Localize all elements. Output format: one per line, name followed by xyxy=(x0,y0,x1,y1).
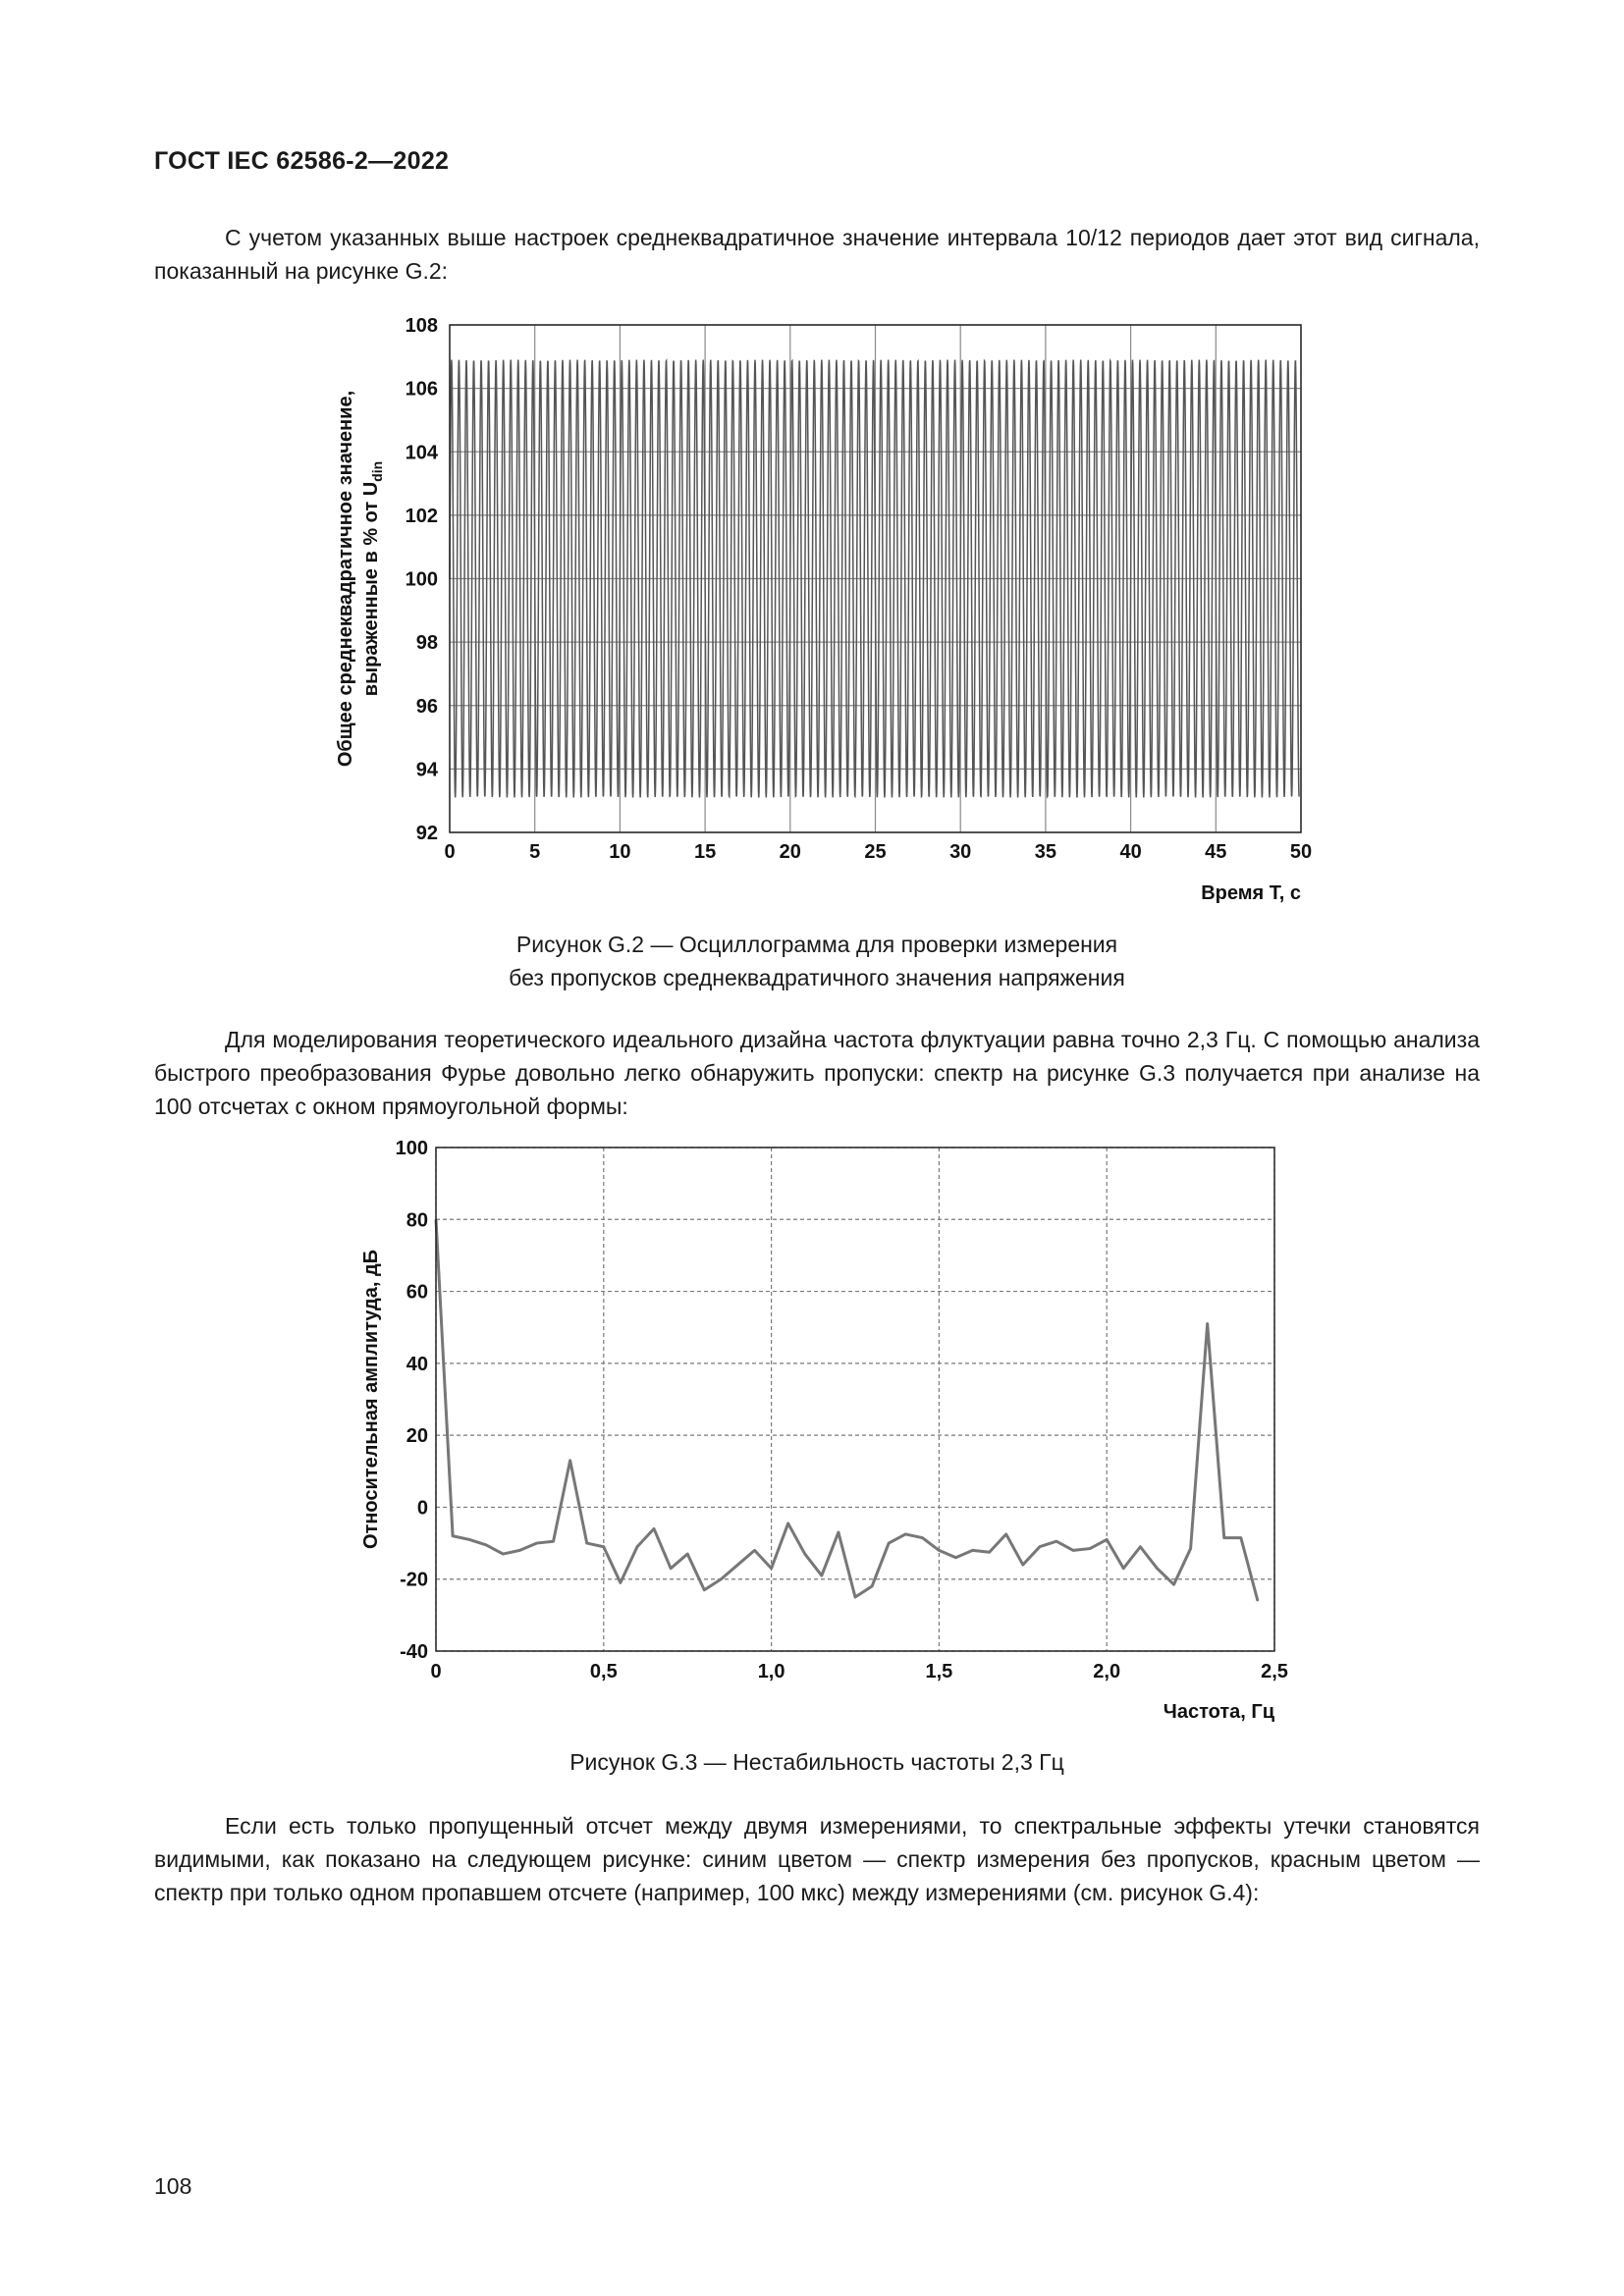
g2-xtick-label: 0 xyxy=(444,841,456,863)
g2-xtick-label: 50 xyxy=(1289,841,1313,863)
g2-ytick-label: 104 xyxy=(405,442,438,464)
g2-xtick-label: 20 xyxy=(779,841,801,863)
g2-ytick-label: 102 xyxy=(405,505,438,527)
g3-data-point xyxy=(939,1550,941,1552)
g3-data-point xyxy=(670,1568,672,1570)
g3-data-point xyxy=(686,1553,688,1555)
g2-ytick-label: 94 xyxy=(415,759,438,781)
g3-data-point xyxy=(754,1550,756,1552)
document-header: ГОСТ IEC 62586-2—2022 xyxy=(154,147,450,175)
g3-data-point xyxy=(603,1546,605,1548)
g2-xtick-label: 30 xyxy=(949,841,972,863)
g3-data-point xyxy=(1005,1533,1007,1535)
g3-data-point xyxy=(503,1553,505,1555)
g3-ytick-label: -40 xyxy=(400,1641,428,1663)
figure-g2-caption-line2: без пропусков среднеквадратичного значения напряжения xyxy=(509,965,1125,990)
g2-xtick-label: 40 xyxy=(1119,841,1142,863)
g3-data-point xyxy=(989,1551,991,1553)
g3-y-axis-label-group xyxy=(360,1250,382,1549)
g2-ytick-label: 100 xyxy=(405,568,438,591)
g3-data-point xyxy=(1173,1583,1175,1585)
g3-data-point xyxy=(922,1537,924,1539)
g3-ytick-label: -20 xyxy=(400,1569,428,1591)
g2-ytick-label: 98 xyxy=(415,632,438,655)
g3-data-point xyxy=(485,1544,487,1546)
paragraph-1-text: С учетом указанных выше настроек среднеквадратичное значение интервала 10/12 периодов дает этот вид сигнала, показанный на рисунке G.2: xyxy=(154,225,1480,284)
paragraph-3-text: Если есть только пропущенный отсчет между двумя измерениями, то спектральные эффекты утечки становятся видимыми, как показано на следующем рисунке: синим цветом — спектр измерения без пропусков, красным цветом — спектр при только одном пропавшем отсчете (например, 100 мкс) между измерениями (см. рисунок G.4): xyxy=(154,1813,1480,1905)
g3-data-point xyxy=(1257,1600,1259,1602)
g3-data-point xyxy=(703,1589,705,1591)
g3-ytick-label: 100 xyxy=(395,1138,428,1159)
g3-data-point xyxy=(553,1540,555,1542)
g3-data-point xyxy=(1223,1537,1225,1539)
g3-data-point xyxy=(1106,1539,1108,1541)
g3-xtick-label: 2,5 xyxy=(1261,1661,1288,1682)
g3-xtick-label: 1,0 xyxy=(757,1661,785,1682)
g3-data-point xyxy=(972,1550,974,1552)
g3-data-point xyxy=(1140,1546,1142,1548)
g3-xtick-label: 1,5 xyxy=(925,1661,953,1682)
g3-spectrum-line xyxy=(436,1219,1258,1600)
g2-xtick-label: 45 xyxy=(1205,841,1227,863)
g3-data-point xyxy=(904,1533,906,1535)
g3-data-point xyxy=(536,1542,538,1544)
figure-g2-caption-line1: Рисунок G.2 — Осциллограмма для проверки измерения xyxy=(515,932,1118,957)
g3-data-point xyxy=(1039,1546,1041,1548)
figure-g3-caption-text: Рисунок G.3 — Нестабильность частоты 2,3 Гц xyxy=(569,1749,1064,1775)
g2-xtick-label: 25 xyxy=(864,841,887,863)
g3-data-point xyxy=(1072,1550,1074,1552)
g2-xtick-label: 15 xyxy=(693,841,717,863)
g2-x-axis-label: Время T, с xyxy=(1201,882,1301,904)
g3-data-point xyxy=(1190,1548,1192,1550)
g3-y-axis-label: Относительная амплитуда, дБ xyxy=(360,1249,382,1550)
g3-xtick-label: 0 xyxy=(430,1661,442,1682)
g3-data-point xyxy=(888,1542,890,1544)
g3-data-point xyxy=(1157,1568,1159,1570)
g3-data-point xyxy=(871,1585,873,1587)
g3-data-point xyxy=(787,1522,789,1524)
g3-ytick-label: 20 xyxy=(406,1425,428,1448)
g3-ytick-label: 0 xyxy=(416,1497,428,1520)
g3-ytick-label: 60 xyxy=(406,1281,428,1304)
g2-xtick-label: 5 xyxy=(529,841,541,863)
g2-y-axis-label-line1: Общее среднеквадратичное значение, xyxy=(335,390,356,768)
g2-y-axis-unit-sub: din xyxy=(369,460,385,482)
g3-data-point xyxy=(771,1568,773,1570)
g2-ytick-label: 96 xyxy=(415,695,438,718)
g3-xtick-label: 0,5 xyxy=(589,1661,618,1682)
g3-data-point xyxy=(1022,1564,1024,1566)
g3-data-point xyxy=(804,1553,806,1555)
g3-data-point xyxy=(569,1460,571,1462)
g3-data-point xyxy=(1207,1323,1209,1325)
g2-ytick-label: 92 xyxy=(415,823,438,844)
g3-ytick-label: 40 xyxy=(406,1353,428,1375)
g3-data-point xyxy=(955,1557,957,1559)
g3-data-point xyxy=(653,1528,655,1530)
g3-data-point xyxy=(468,1539,470,1541)
figure-g3-caption xyxy=(154,1745,1480,1779)
g3-data-point xyxy=(452,1535,454,1537)
g3-x-axis-label: Частота, Гц xyxy=(1163,1701,1274,1723)
g3-ytick-label: 80 xyxy=(406,1209,428,1232)
g2-ytick-label: 108 xyxy=(405,315,438,337)
g2-ytick-label: 106 xyxy=(405,378,438,400)
g3-data-point xyxy=(636,1546,638,1548)
g3-data-point xyxy=(1089,1548,1091,1550)
g3-plot-frame xyxy=(436,1148,1274,1651)
g3-xtick-label: 2,0 xyxy=(1093,1661,1121,1682)
g3-data-point xyxy=(1056,1540,1057,1542)
g3-data-point xyxy=(838,1531,839,1533)
paragraph-3 xyxy=(154,1809,1480,1909)
g3-data-point xyxy=(821,1575,823,1576)
g3-data-point xyxy=(737,1564,739,1566)
g3-data-point xyxy=(1240,1537,1242,1539)
paragraph-2-text: Для моделирования теоретического идеального дизайна частота флуктуации равна точно 2,3 Гц. С помощью анализа быстрого преобразования Фурье довольно легко обнаружить пропуски: спектр на рисунке G.3 получается при анализе на 100 отсчетах с окном прямоугольной формы: xyxy=(154,1027,1480,1119)
g3-data-point xyxy=(586,1542,588,1544)
page-number: 108 xyxy=(154,2173,192,2199)
g2-xtick-label: 35 xyxy=(1034,841,1057,863)
g3-data-point xyxy=(519,1550,521,1552)
g2-xtick-label: 10 xyxy=(609,841,631,863)
g3-data-point xyxy=(620,1582,622,1584)
g3-data-point xyxy=(854,1596,856,1598)
g3-data-point xyxy=(721,1578,723,1580)
g2-y-axis-label-line2: выраженные в % от $U_{din}$ xyxy=(360,460,385,697)
g3-data-point xyxy=(1122,1568,1124,1570)
